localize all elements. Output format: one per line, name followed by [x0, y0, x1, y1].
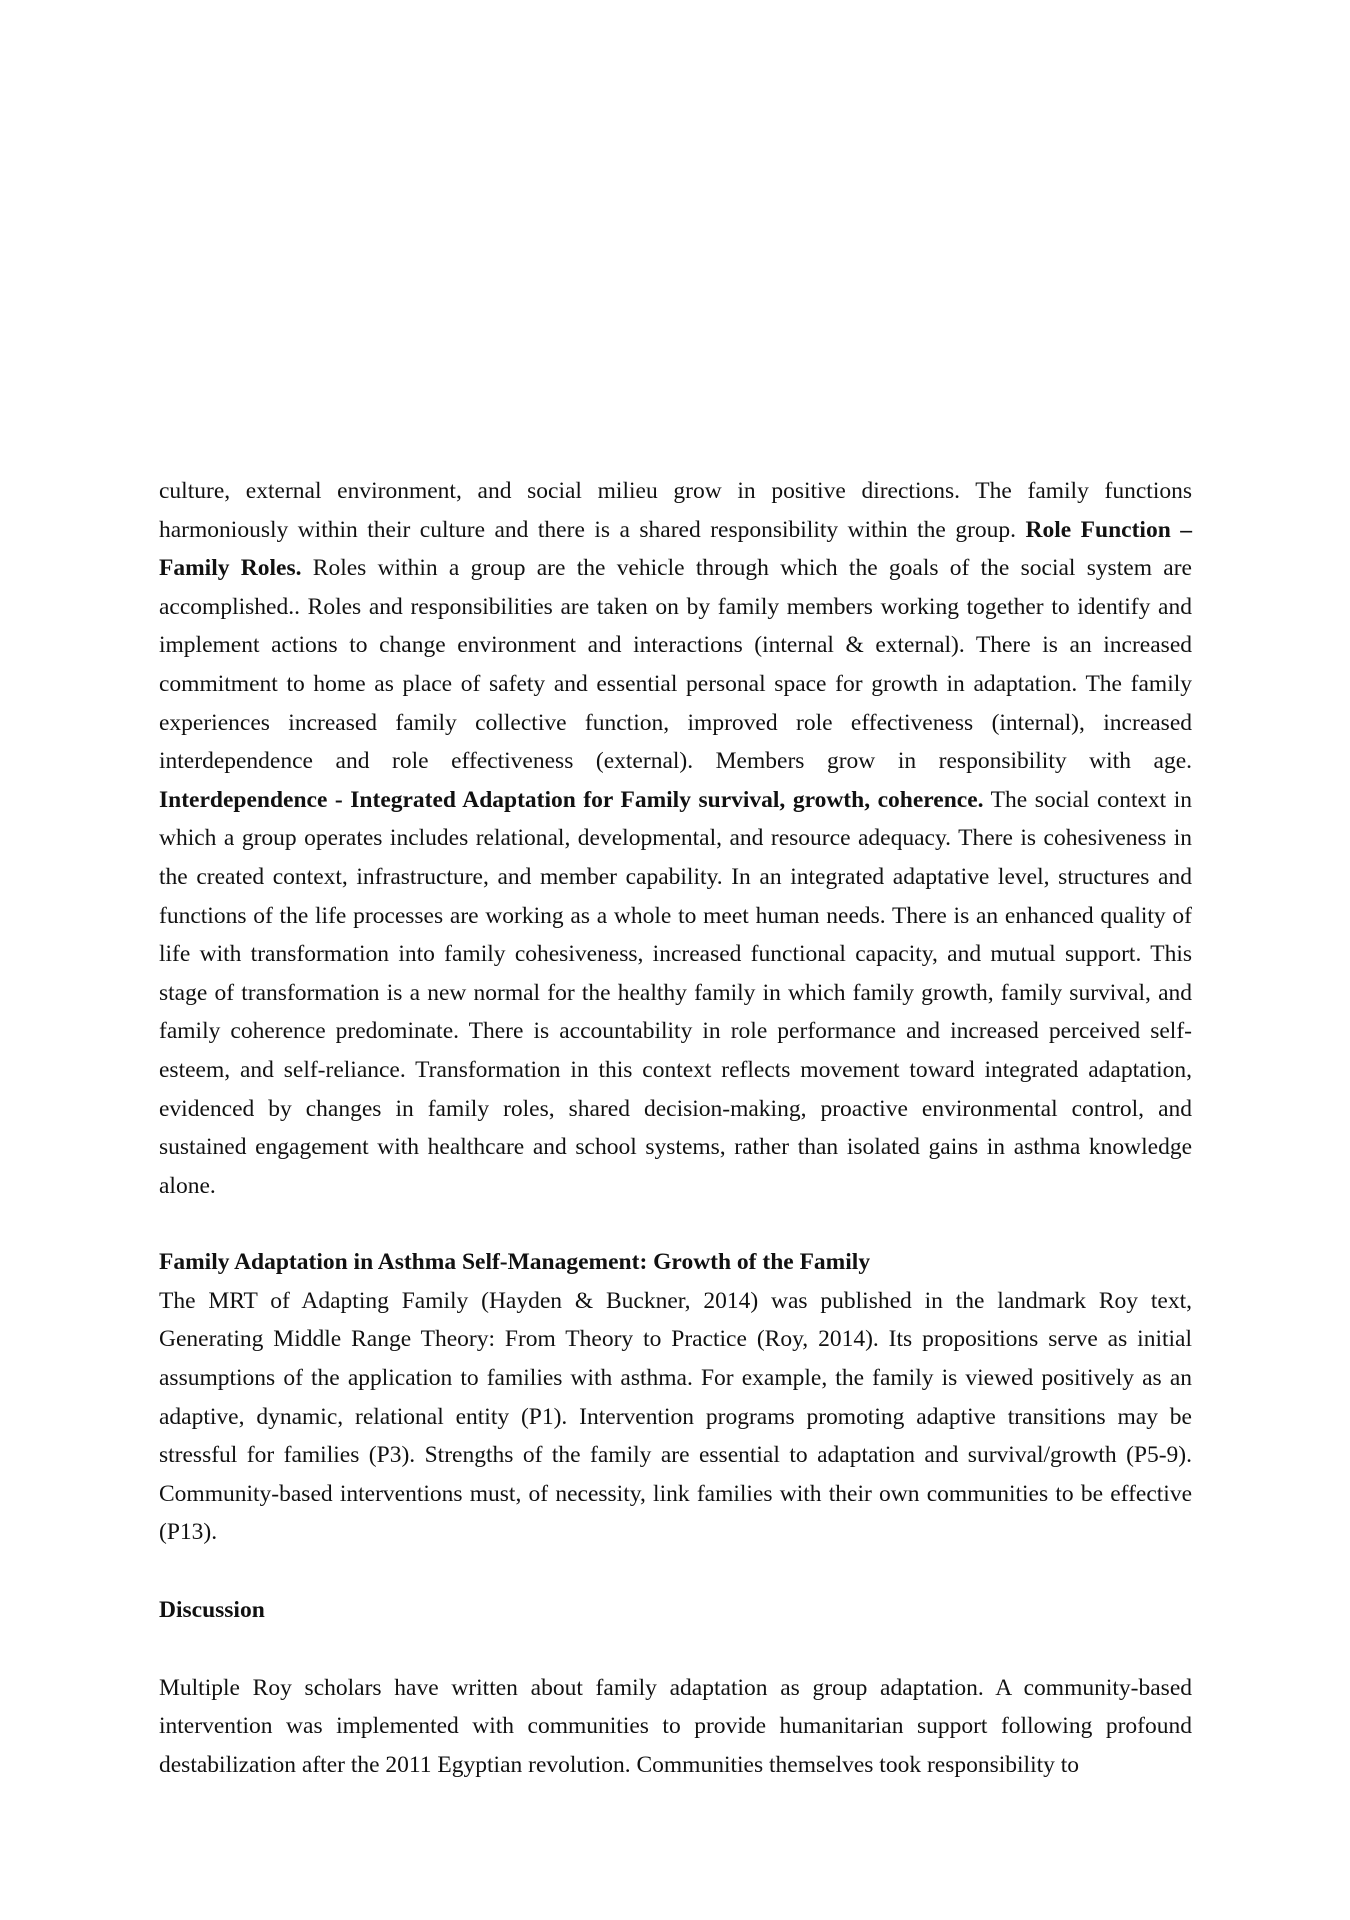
body-paragraph-discussion: Multiple Roy scholars have written about family adaptation as group adaptation. A community-based intervention was implemented with communities to provide humanitarian support following profound destabilization after the 2011 Egyptian revolution. Communities themselves took responsibility to — [159, 1674, 1192, 1778]
paragraph-spacer — [159, 1552, 1192, 1591]
paragraph-spacer — [159, 1205, 1192, 1243]
paragraph-text: Roles within a group are the vehicle through which the goals of the social system are accomplished.. Roles and responsibilities are taken on by family members working together to identify and implement actions to change environment and interactions (internal & external). There is an increased commitment to home as place of safety and essential personal space for growth in adaptation. The family experiences increased family collective function, improved role effectiveness (internal), increased interdependence and role effectiveness (external). Members grow in responsibility with age. — [159, 555, 1192, 775]
body-paragraph-family-roles — [159, 472, 1192, 1205]
inline-heading-role-function: Role Function – Family Roles. — [159, 516, 1192, 582]
paragraph-spacer — [159, 1630, 1192, 1669]
section-heading-family-adaptation: Family Adaptation in Asthma Self-Management: Growth of the Family — [159, 1249, 871, 1276]
section-heading-discussion: Discussion — [159, 1597, 265, 1624]
document-page — [159, 472, 1192, 1784]
paragraph-text: culture, external environment, and social milieu grow in positive directions. The family functions harmoniously within their culture and there is a shared responsibility within the group. — [159, 478, 1192, 543]
inline-heading-interdependence: Interdependence - Integrated Adaptation for Family survival, growth, coherence. — [159, 786, 984, 813]
body-paragraph-mrt: The MRT of Adapting Family (Hayden & Buckner, 2014) was published in the landmark Roy text, Generating Middle Range Theory: From Theory to Practice (Roy, 2014). Its propositions serve as initial assumptions of the application to families with asthma. For example, the family is viewed positively as an adaptive, dynamic, relational entity (P1). Intervention programs promoting adaptive transitions may be stressful for families (P3). Strengths of the family are essential to adaptation and survival/growth (P5-9). Community-based interventions must, of necessity, link families with their own communities to be effective (P13). — [159, 1287, 1192, 1546]
paragraph-text: The social context in which a group operates includes relational, developmental, and resource adequacy. There is cohesiveness in the created context, infrastructure, and member capability. In an integrated adaptative level, structures and functions of the life processes are working as a whole to meet human needs. There is an enhanced quality of life with transformation into family cohesiveness, increased functional capacity, and mutual support. This stage of transformation is a new normal for the healthy family in which family growth, family survival, and family coherence predominate. There is accountability in role performance and increased perceived self-esteem, and self-reliance. Transformation in this context reflects movement toward integrated adaptation, evidenced by changes in family roles, shared decision-making, proactive environmental control, and sustained engagement with healthcare and school systems, rather than isolated gains in asthma knowledge alone. — [159, 786, 1192, 1199]
